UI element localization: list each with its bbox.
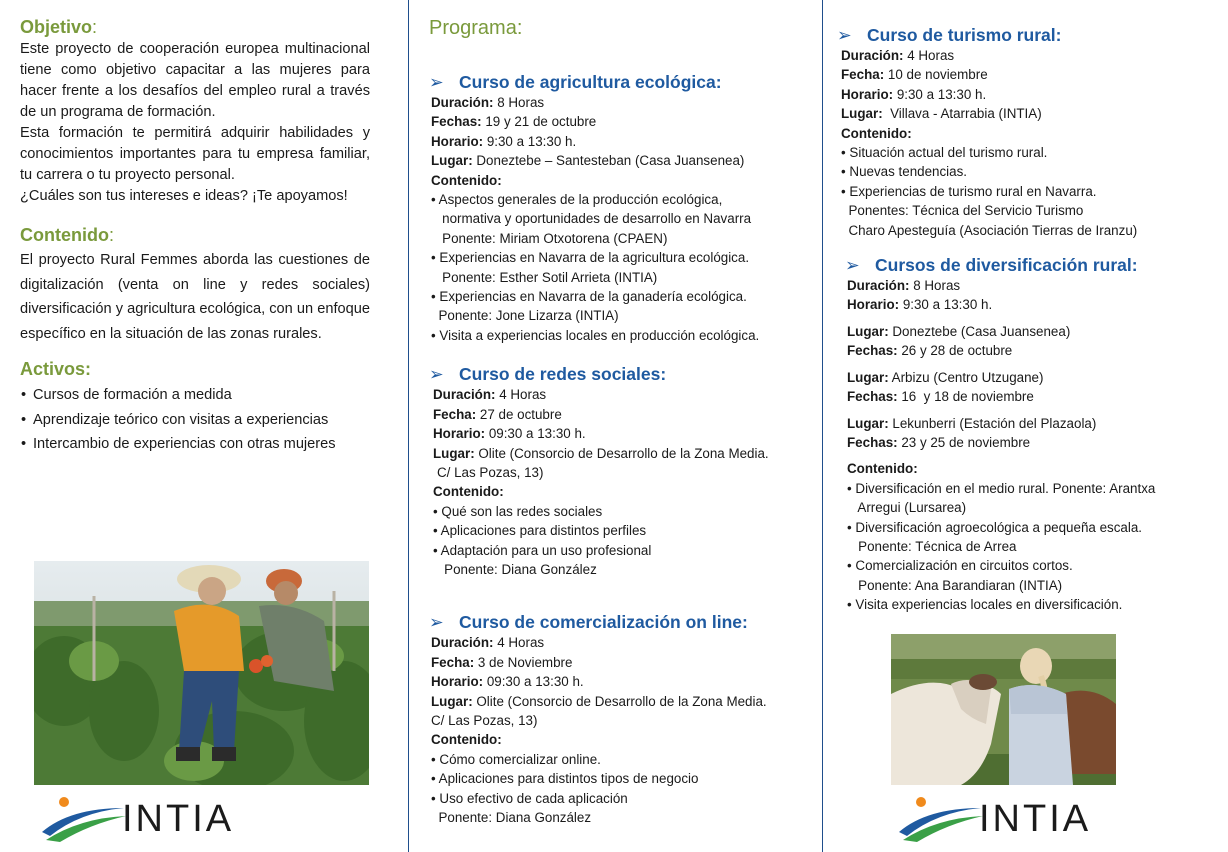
content-line: • Situación actual del turismo rural. [841,145,1048,161]
sede-lugar: Lugar: Doneztebe (Casa Juansenea) [847,323,1071,339]
content-line: • Diversificación agroecológica a pequeña escala. [847,519,1142,535]
objetivo-text-3: ¿Cuáles son tus intereses e ideas? ¡Te apoyamos! [20,188,348,204]
intia-logo-text: INTIA [979,798,1092,840]
intia-logo-mark [40,794,126,842]
intia-logo [40,794,290,844]
content-line: • Visita a experiencias locales en producción ecológica. [431,327,760,343]
list-item: • Intercambio de experiencias con otras mujeres [20,432,370,457]
contenido-label: Contenido: [841,125,912,141]
course-title: ➢ Curso de agricultura ecológica: [429,72,722,92]
horses-image [891,634,1116,785]
list-item: • Cursos de formación a medida [20,383,370,408]
intia-logo [897,794,1147,844]
content-line: • Aplicaciones para distintos perfiles [433,523,647,539]
duracion-line: Duración: 4 Horas [433,387,547,403]
intia-logo-text: INTIA [122,798,235,840]
content-line: • Diversificación en el medio rural. Ponente: Arantxa [847,480,1156,496]
horario-line: Horario: 09:30 a 13:30 h. [433,426,586,442]
objetivo-heading: Objetivo: [20,17,98,37]
objetivo-text-2: Esta formación te permitirá adquirir habilidades y conocimientos importantes para tu empresa familiar, tu carrera o tu proyecto personal. [20,125,370,183]
content-line: • Uso efectivo de cada aplicación [431,790,628,806]
content-line: • Cómo comercializar online. [431,751,601,767]
farmers-image [34,561,369,785]
contenido-label: Contenido: [431,732,502,748]
contenido-label: Contenido: [847,461,918,477]
objetivo-text: Este proyecto de cooperación europea multinacional tiene como objetivo capacitar a las mujeres para hacer frente a los desafíos del empleo rural a través de un programa de formación. [20,41,370,120]
duracion-line: Duración: 8 Horas [431,95,545,110]
horario-line: Horario: 09:30 a 13:30 h. [431,674,584,690]
horses-photo [891,634,1116,785]
content-line: Ponente: Esther Sotil Arrieta (INTIA) [431,269,658,285]
content-line: Ponente: Ana Barandiaran (INTIA) [847,577,1063,593]
sede-lugar: Lugar: Arbizu (Centro Utzugane) [847,369,1044,385]
duracion-line: Duración: 4 Horas [431,635,545,651]
content-line: normativa y oportunidades de desarrollo en Navarra [431,211,752,227]
content-line: • Experiencias en Navarra de la agricultura ecológica. [431,250,750,266]
content-line: • Qué son las redes sociales [433,503,603,519]
lugar-line-2: C/ Las Pozas, 13) [431,712,538,728]
contenido-text: El proyecto Rural Femmes aborda las cuestiones de digitalización (venta on line y redes sociales) diversificación y agricultura ecológica, con un enfoque específico en la situación de las zonas rurales. [20,252,370,342]
farmers-photo [34,561,369,785]
arrow-icon: ➢ [845,255,860,276]
arrow-icon: ➢ [837,25,852,45]
contenido-heading: Contenido: [20,225,114,245]
lugar-line-2: C/ Las Pozas, 13) [437,464,544,480]
content-line: • Aplicaciones para distintos tipos de negocio [431,771,699,787]
lugar-line: Lugar: Olite (Consorcio de Desarrollo de la Zona Media. [433,445,769,461]
course-title: ➢ Curso de redes sociales: [429,364,667,385]
content-line: • Aspectos generales de la producción ecológica, [431,192,723,208]
course-title: ➢ Curso de turismo rural: [837,25,1062,45]
content-line: Ponentes: Técnica del Servicio Turismo [841,203,1084,219]
course-turismo [837,24,1220,240]
duracion-line: Duración: 8 Horas [847,278,961,294]
course-diversificacion [837,254,1220,615]
content-line: Arregui (Lursarea) [847,500,967,516]
arrow-icon: ➢ [429,612,444,633]
content-line: Ponente: Diana González [433,561,597,577]
activos-heading: Activos: [20,359,92,379]
content-line: • Experiencias en Navarra de la ganadería ecológica. [431,289,747,305]
course-title: ➢ Cursos de diversificación rural: [845,255,1138,276]
content-line: Ponente: Jone Lizarza (INTIA) [431,308,619,324]
course-redes [429,363,812,579]
fechas-line: Fechas: 19 y 21 de octubre [431,114,597,130]
middle-panel [409,0,822,852]
sede-fechas: Fechas: 23 y 25 de noviembre [847,434,1031,450]
content-line: • Nuevas tendencias. [841,164,968,180]
fecha-line: Fecha: 3 de Noviembre [431,654,573,670]
sede-fechas: Fechas: 16 y 18 de noviembre [847,389,1034,405]
content-line: • Adaptación para un uso profesional [433,542,652,558]
programa-heading: Programa: [429,17,523,39]
content-line: • Comercialización en circuitos cortos. [847,558,1073,574]
content-line: • Experiencias de turismo rural en Navarra. [841,183,1097,199]
horario-line: Horario: 9:30 a 13:30 h. [841,86,987,102]
horario-line: Horario: 9:30 a 13:30 h. [847,297,993,313]
lugar-line: Lugar: Olite (Consorcio de Desarrollo de la Zona Media. [431,693,767,709]
sede-fechas: Fechas: 26 y 28 de octubre [847,343,1013,359]
content-line: • Visita experiencias locales en diversificación. [847,597,1123,613]
list-item: • Aprendizaje teórico con visitas a experiencias [20,408,370,433]
arrow-icon: ➢ [429,72,444,92]
contenido-label: Contenido: [431,172,502,188]
fecha-line: Fecha: 27 de octubre [433,406,562,422]
duracion-line: Duración: 4 Horas [841,48,955,63]
horario-line: Horario: 9:30 a 13:30 h. [431,133,577,149]
course-title: ➢ Curso de comercialización on line: [429,612,748,633]
course-comercializacion [429,611,812,827]
content-line: Ponente: Técnica de Arrea [847,538,1017,554]
activos-list [20,383,370,457]
content-line: Charo Apesteguía (Asociación Tierras de Iranzu) [841,222,1138,238]
content-line: Ponente: Diana González [431,810,592,825]
lugar-line: Lugar: Villava - Atarrabia (INTIA) [841,106,1042,122]
intia-logo-mark [897,794,983,842]
arrow-icon: ➢ [429,364,444,385]
fecha-line: Fecha: 10 de noviembre [841,67,988,83]
contenido-label: Contenido: [433,484,504,500]
content-line: Ponente: Miriam Otxotorena (CPAEN) [431,230,668,246]
lugar-line: Lugar: Doneztebe – Santesteban (Casa Juansenea) [431,153,745,169]
course-agricultura [429,71,812,345]
sede-lugar: Lugar: Lekunberri (Estación del Plazaola) [847,415,1097,431]
